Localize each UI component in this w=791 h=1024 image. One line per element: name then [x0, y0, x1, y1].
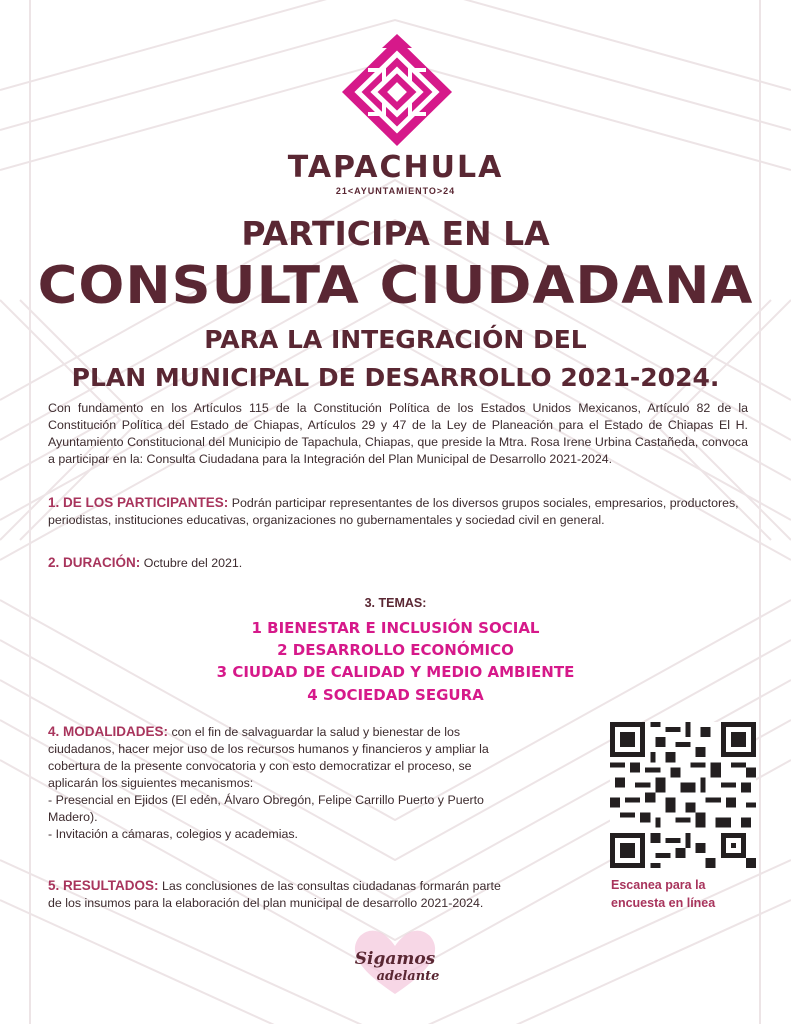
section-text: Las conclusiones de las consultas ciudadanas formarán parte de los insumos para la elaboración del plan municipal de desarrollo 2021-2024. — [48, 879, 501, 910]
qr-caption-line: encuesta en línea — [611, 896, 716, 910]
section-label: 1. DE LOS PARTICIPANTES: — [48, 495, 229, 510]
tapachula-logo-icon — [338, 34, 456, 152]
intro-paragraph: Con fundamento en los Artículos 115 de la Constitución Política de los Estados Unidos Mexicanos, Artículo 82 de la Constitución Política del Estado de Chiapas, Artículos 29 y 47 de la Ley de Planeación para el Estado de Chiapas El H. Ayuntamiento Constitucional del Municipio de Tapachula, Chiapas, que preside la Mtra. Rosa Irene Urbina Castañeda, convoca a participar en la: Consulta Ciudadana para la Integración del Plan Municipal de Desarrollo 2021-2024. — [48, 401, 748, 466]
qr-caption-line: Escanea para la — [611, 878, 706, 892]
section-label: 4. MODALIDADES: — [48, 724, 169, 739]
brand-name: TAPACHULA — [287, 150, 504, 185]
headline-line-4: PLAN MUNICIPAL DE DESARROLLO 2021-2024. — [71, 363, 720, 392]
slogan — [330, 950, 460, 986]
brand-subtitle: 21<AYUNTAMIENTO>24 — [335, 186, 456, 196]
tema-item: 1 BIENESTAR E INCLUSIÓN SOCIAL — [251, 619, 540, 637]
modalidad-bullet: - Invitación a cámaras, colegios y academias. — [48, 827, 298, 841]
headline-title: CONSULTA CIUDADANA — [37, 256, 754, 316]
temas-title: 3. TEMAS: — [364, 596, 427, 610]
qr-caption — [611, 876, 761, 912]
section-label: 5. RESULTADOS: — [48, 878, 159, 893]
modalidad-bullet: - Presencial en Ejidos (El edén, Álvaro Obregón, Felipe Carrillo Puerto y Puerto Madero). — [48, 793, 484, 824]
section-modalidades — [48, 723, 518, 843]
headline-line-3: PARA LA INTEGRACIÓN DEL — [204, 325, 587, 354]
section-text: con el fin de salvaguardar la salud y bienestar de los ciudadanos, hacer mejor uso de los recursos humanos y financieros y ampliar la cobertura de la presente convocatoria y con esto democratizar el proceso, se aplicarán los siguientes mecanismos: — [48, 725, 489, 790]
section-label: 2. DURACIÓN: — [48, 555, 141, 570]
tema-item: 4 SOCIEDAD SEGURA — [307, 686, 484, 704]
tema-item: 2 DESARROLLO ECONÓMICO — [277, 641, 514, 659]
section-text: Octubre del 2021. — [140, 556, 243, 570]
section-text: Podrán participar representantes de los diversos grupos sociales, empresarios, productores, periodistas, instituciones educativas, organizaciones no gubernamentales y sociedad civil en general. — [48, 496, 739, 527]
headline-line-1: PARTICIPA EN LA — [241, 214, 550, 253]
qr-code-icon[interactable] — [610, 722, 756, 868]
section-resultados — [48, 877, 518, 912]
slogan-line: Sigamos — [354, 949, 436, 969]
tema-item: 3 CIUDAD DE CALIDAD Y MEDIO AMBIENTE — [216, 663, 575, 681]
section-participantes — [48, 494, 748, 529]
section-duracion — [48, 554, 748, 572]
slogan-line: adelante — [376, 969, 440, 984]
